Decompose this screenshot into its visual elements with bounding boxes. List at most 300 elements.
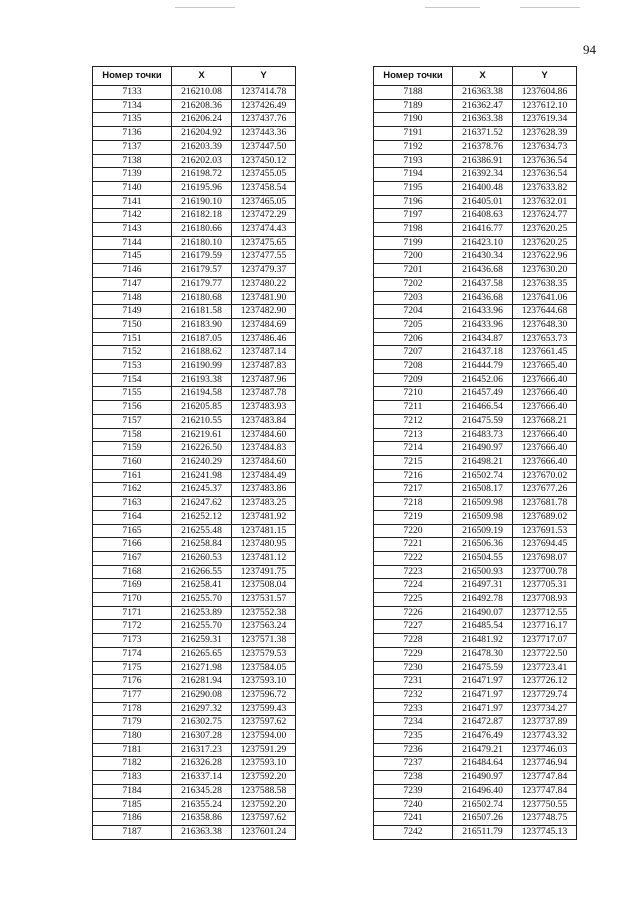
table-row: [93, 181, 296, 195]
table-row: [374, 428, 577, 442]
cell-x: 216258.41: [172, 579, 232, 593]
cell-x: 216183.90: [172, 318, 232, 332]
cell-x: 216363.38: [453, 86, 513, 100]
cell-point-number: 7222: [374, 551, 453, 565]
table-row: [93, 455, 296, 469]
cell-y: 1237661.45: [513, 346, 577, 360]
cell-y: 1237465.05: [232, 195, 296, 209]
cell-point-number: 7147: [93, 277, 172, 291]
cell-y: 1237480.95: [232, 538, 296, 552]
table-row: [374, 455, 577, 469]
cell-y: 1237636.54: [513, 154, 577, 168]
cell-point-number: 7144: [93, 236, 172, 250]
cell-x: 216466.54: [453, 401, 513, 415]
table-row: [374, 291, 577, 305]
cell-x: 216255.70: [172, 620, 232, 634]
table-row: [93, 332, 296, 346]
cell-point-number: 7241: [374, 812, 453, 826]
cell-y: 1237458.54: [232, 181, 296, 195]
cell-x: 216180.10: [172, 236, 232, 250]
cell-x: 216198.72: [172, 168, 232, 182]
cell-y: 1237666.40: [513, 387, 577, 401]
cell-y: 1237596.72: [232, 688, 296, 702]
table-row: [93, 442, 296, 456]
cell-y: 1237483.93: [232, 401, 296, 415]
cell-y: 1237712.55: [513, 606, 577, 620]
table-row: [93, 606, 296, 620]
cell-y: 1237483.84: [232, 414, 296, 428]
cell-y: 1237594.00: [232, 730, 296, 744]
table-row: [374, 538, 577, 552]
cell-y: 1237484.60: [232, 428, 296, 442]
cell-x: 216471.97: [453, 702, 513, 716]
cell-y: 1237414.78: [232, 86, 296, 100]
table-row: [374, 264, 577, 278]
table-row: [374, 620, 577, 634]
table-row: [374, 154, 577, 168]
cell-x: 216437.18: [453, 346, 513, 360]
cell-point-number: 7228: [374, 634, 453, 648]
cell-point-number: 7161: [93, 469, 172, 483]
table-row: [93, 730, 296, 744]
table-header-row: [93, 67, 296, 86]
cell-point-number: 7205: [374, 318, 453, 332]
table-row: [374, 757, 577, 771]
cell-x: 216497.31: [453, 579, 513, 593]
cell-x: 216472.87: [453, 716, 513, 730]
table-row: [93, 127, 296, 141]
cell-y: 1237666.40: [513, 455, 577, 469]
table-row: [374, 688, 577, 702]
table-row: [93, 661, 296, 675]
cell-y: 1237665.40: [513, 360, 577, 374]
cell-point-number: 7173: [93, 634, 172, 648]
column-header-x: X: [172, 67, 232, 86]
table-row: [93, 373, 296, 387]
cell-x: 216496.40: [453, 784, 513, 798]
cell-point-number: 7223: [374, 565, 453, 579]
cell-y: 1237634.73: [513, 140, 577, 154]
cell-point-number: 7217: [374, 483, 453, 497]
cell-y: 1237474.43: [232, 223, 296, 237]
table-row: [374, 318, 577, 332]
table-row: [93, 86, 296, 100]
cell-x: 216255.48: [172, 524, 232, 538]
cell-y: 1237487.96: [232, 373, 296, 387]
cell-point-number: 7225: [374, 593, 453, 607]
column-header-y: Y: [513, 67, 577, 86]
cell-x: 216252.12: [172, 510, 232, 524]
cell-x: 216241.98: [172, 469, 232, 483]
cell-point-number: 7215: [374, 455, 453, 469]
table-row: [374, 236, 577, 250]
cell-y: 1237531.57: [232, 593, 296, 607]
cell-point-number: 7176: [93, 675, 172, 689]
cell-point-number: 7145: [93, 250, 172, 264]
cell-point-number: 7197: [374, 209, 453, 223]
cell-point-number: 7142: [93, 209, 172, 223]
cell-x: 216302.75: [172, 716, 232, 730]
cell-x: 216247.62: [172, 497, 232, 511]
scan-artifact-line: [520, 7, 580, 8]
cell-point-number: 7210: [374, 387, 453, 401]
cell-point-number: 7179: [93, 716, 172, 730]
cell-y: 1237437.76: [232, 113, 296, 127]
cell-x: 216210.55: [172, 414, 232, 428]
cell-point-number: 7211: [374, 401, 453, 415]
cell-y: 1237747.84: [513, 771, 577, 785]
cell-point-number: 7181: [93, 743, 172, 757]
cell-point-number: 7139: [93, 168, 172, 182]
cell-y: 1237748.75: [513, 812, 577, 826]
cell-x: 216478.30: [453, 647, 513, 661]
cell-x: 216253.89: [172, 606, 232, 620]
table-row: [93, 593, 296, 607]
cell-x: 216444.79: [453, 360, 513, 374]
cell-y: 1237592.20: [232, 771, 296, 785]
cell-point-number: 7180: [93, 730, 172, 744]
cell-point-number: 7183: [93, 771, 172, 785]
cell-x: 216245.37: [172, 483, 232, 497]
table-row: [374, 360, 577, 374]
cell-y: 1237484.83: [232, 442, 296, 456]
cell-point-number: 7233: [374, 702, 453, 716]
cell-y: 1237597.62: [232, 716, 296, 730]
cell-point-number: 7171: [93, 606, 172, 620]
table-row: [93, 360, 296, 374]
table-row: [374, 497, 577, 511]
table-row: [93, 497, 296, 511]
cell-x: 216297.32: [172, 702, 232, 716]
cell-x: 216416.77: [453, 223, 513, 237]
cell-point-number: 7196: [374, 195, 453, 209]
table-row: [93, 401, 296, 415]
cell-point-number: 7199: [374, 236, 453, 250]
cell-y: 1237644.68: [513, 305, 577, 319]
cell-y: 1237612.10: [513, 99, 577, 113]
cell-x: 216475.59: [453, 661, 513, 675]
cell-y: 1237691.53: [513, 524, 577, 538]
page-number: 94: [583, 42, 596, 57]
cell-point-number: 7153: [93, 360, 172, 374]
table-row: [93, 524, 296, 538]
cell-x: 216471.97: [453, 675, 513, 689]
cell-y: 1237479.37: [232, 264, 296, 278]
cell-point-number: 7136: [93, 127, 172, 141]
cell-x: 216490.97: [453, 442, 513, 456]
cell-x: 216471.97: [453, 688, 513, 702]
table-row: [93, 538, 296, 552]
cell-y: 1237588.58: [232, 784, 296, 798]
cell-x: 216509.19: [453, 524, 513, 538]
cell-x: 216511.79: [453, 825, 513, 839]
column-header-point-number: Номер точки: [93, 67, 172, 86]
cell-x: 216504.55: [453, 551, 513, 565]
cell-y: 1237734.27: [513, 702, 577, 716]
cell-point-number: 7154: [93, 373, 172, 387]
cell-point-number: 7239: [374, 784, 453, 798]
cell-y: 1237746.03: [513, 743, 577, 757]
cell-point-number: 7192: [374, 140, 453, 154]
table-row: [374, 825, 577, 839]
cell-point-number: 7149: [93, 305, 172, 319]
cell-point-number: 7140: [93, 181, 172, 195]
cell-x: 216498.21: [453, 455, 513, 469]
cell-point-number: 7190: [374, 113, 453, 127]
cell-y: 1237508.04: [232, 579, 296, 593]
cell-point-number: 7238: [374, 771, 453, 785]
cell-point-number: 7162: [93, 483, 172, 497]
cell-point-number: 7167: [93, 551, 172, 565]
cell-point-number: 7152: [93, 346, 172, 360]
cell-y: 1237624.77: [513, 209, 577, 223]
cell-x: 216436.68: [453, 291, 513, 305]
cell-point-number: 7178: [93, 702, 172, 716]
cell-point-number: 7206: [374, 332, 453, 346]
table-row: [374, 140, 577, 154]
cell-y: 1237487.83: [232, 360, 296, 374]
table-row: [374, 223, 577, 237]
cell-x: 216179.59: [172, 250, 232, 264]
cell-y: 1237592.20: [232, 798, 296, 812]
cell-x: 216195.96: [172, 181, 232, 195]
cell-x: 216281.94: [172, 675, 232, 689]
cell-point-number: 7198: [374, 223, 453, 237]
cell-x: 216492.78: [453, 593, 513, 607]
cell-point-number: 7209: [374, 373, 453, 387]
cell-point-number: 7194: [374, 168, 453, 182]
table-row: [374, 771, 577, 785]
cell-point-number: 7141: [93, 195, 172, 209]
table-row: [374, 414, 577, 428]
cell-x: 216436.68: [453, 264, 513, 278]
table-row: [374, 784, 577, 798]
cell-y: 1237698.07: [513, 551, 577, 565]
cell-point-number: 7174: [93, 647, 172, 661]
cell-y: 1237666.40: [513, 401, 577, 415]
cell-point-number: 7186: [93, 812, 172, 826]
table-row: [374, 483, 577, 497]
cell-point-number: 7148: [93, 291, 172, 305]
table-row: [374, 716, 577, 730]
cell-point-number: 7189: [374, 99, 453, 113]
cell-x: 216206.24: [172, 113, 232, 127]
cell-y: 1237632.01: [513, 195, 577, 209]
cell-y: 1237563.24: [232, 620, 296, 634]
cell-x: 216187.05: [172, 332, 232, 346]
cell-y: 1237472.29: [232, 209, 296, 223]
cell-y: 1237599.43: [232, 702, 296, 716]
cell-point-number: 7213: [374, 428, 453, 442]
cell-y: 1237638.35: [513, 277, 577, 291]
table-row: [374, 209, 577, 223]
cell-point-number: 7229: [374, 647, 453, 661]
cell-point-number: 7191: [374, 127, 453, 141]
table-row: [93, 647, 296, 661]
table-row: [93, 716, 296, 730]
cell-y: 1237601.24: [232, 825, 296, 839]
table-row: [374, 743, 577, 757]
cell-x: 216307.28: [172, 730, 232, 744]
cell-y: 1237668.21: [513, 414, 577, 428]
table-row: [93, 757, 296, 771]
cell-x: 216190.10: [172, 195, 232, 209]
cell-y: 1237705.31: [513, 579, 577, 593]
cell-y: 1237593.10: [232, 675, 296, 689]
cell-y: 1237750.55: [513, 798, 577, 812]
cell-x: 216437.58: [453, 277, 513, 291]
cell-x: 216182.18: [172, 209, 232, 223]
cell-point-number: 7159: [93, 442, 172, 456]
cell-point-number: 7160: [93, 455, 172, 469]
table-row: [93, 702, 296, 716]
cell-x: 216485.54: [453, 620, 513, 634]
cell-y: 1237481.92: [232, 510, 296, 524]
cell-point-number: 7172: [93, 620, 172, 634]
cell-x: 216483.73: [453, 428, 513, 442]
cell-point-number: 7175: [93, 661, 172, 675]
cell-x: 216371.52: [453, 127, 513, 141]
table-row: [93, 305, 296, 319]
cell-point-number: 7216: [374, 469, 453, 483]
cell-x: 216506.36: [453, 538, 513, 552]
cell-x: 216326.28: [172, 757, 232, 771]
cell-x: 216392.34: [453, 168, 513, 182]
cell-y: 1237475.65: [232, 236, 296, 250]
table-row: [374, 99, 577, 113]
cell-x: 216193.38: [172, 373, 232, 387]
cell-point-number: 7221: [374, 538, 453, 552]
cell-y: 1237571.38: [232, 634, 296, 648]
cell-y: 1237477.55: [232, 250, 296, 264]
table-row: [93, 387, 296, 401]
cell-point-number: 7169: [93, 579, 172, 593]
table-row: [93, 346, 296, 360]
cell-point-number: 7193: [374, 154, 453, 168]
cell-point-number: 7234: [374, 716, 453, 730]
cell-x: 216363.38: [453, 113, 513, 127]
cell-y: 1237708.93: [513, 593, 577, 607]
cell-x: 216508.17: [453, 483, 513, 497]
cell-point-number: 7235: [374, 730, 453, 744]
cell-point-number: 7204: [374, 305, 453, 319]
table-row: [374, 305, 577, 319]
cell-x: 216457.49: [453, 387, 513, 401]
cell-point-number: 7219: [374, 510, 453, 524]
cell-point-number: 7226: [374, 606, 453, 620]
table-header-row: [374, 67, 577, 86]
cell-point-number: 7151: [93, 332, 172, 346]
column-header-x: X: [453, 67, 513, 86]
cell-y: 1237716.17: [513, 620, 577, 634]
cell-y: 1237746.94: [513, 757, 577, 771]
cell-y: 1237619.34: [513, 113, 577, 127]
table-row: [93, 743, 296, 757]
table-row: [93, 113, 296, 127]
cell-point-number: 7146: [93, 264, 172, 278]
cell-point-number: 7163: [93, 497, 172, 511]
table-row: [93, 236, 296, 250]
table-row: [374, 565, 577, 579]
table-row: [93, 620, 296, 634]
table-row: [93, 318, 296, 332]
cell-x: 216258.84: [172, 538, 232, 552]
cell-point-number: 7185: [93, 798, 172, 812]
cell-x: 216194.58: [172, 387, 232, 401]
table-row: [93, 250, 296, 264]
table-row: [93, 414, 296, 428]
cell-y: 1237681.78: [513, 497, 577, 511]
table-row: [93, 195, 296, 209]
cell-point-number: 7201: [374, 264, 453, 278]
cell-point-number: 7220: [374, 524, 453, 538]
cell-x: 216337.14: [172, 771, 232, 785]
cell-y: 1237666.40: [513, 442, 577, 456]
cell-point-number: 7164: [93, 510, 172, 524]
cell-point-number: 7182: [93, 757, 172, 771]
cell-x: 216180.68: [172, 291, 232, 305]
cell-x: 216259.31: [172, 634, 232, 648]
cell-y: 1237552.38: [232, 606, 296, 620]
cell-x: 216180.66: [172, 223, 232, 237]
cell-y: 1237648.30: [513, 318, 577, 332]
cell-x: 216481.92: [453, 634, 513, 648]
cell-x: 216408.63: [453, 209, 513, 223]
cell-y: 1237670.02: [513, 469, 577, 483]
table-row: [374, 812, 577, 826]
cell-x: 216255.70: [172, 593, 232, 607]
cell-point-number: 7230: [374, 661, 453, 675]
cell-point-number: 7170: [93, 593, 172, 607]
cell-x: 216355.24: [172, 798, 232, 812]
cell-point-number: 7138: [93, 154, 172, 168]
cell-x: 216205.85: [172, 401, 232, 415]
cell-y: 1237745.13: [513, 825, 577, 839]
cell-y: 1237491.75: [232, 565, 296, 579]
table-row: [374, 606, 577, 620]
table-row: [374, 661, 577, 675]
table-row: [93, 675, 296, 689]
cell-point-number: 7156: [93, 401, 172, 415]
table-row: [374, 524, 577, 538]
cell-point-number: 7208: [374, 360, 453, 374]
cell-point-number: 7166: [93, 538, 172, 552]
table-row: [93, 565, 296, 579]
cell-y: 1237694.45: [513, 538, 577, 552]
cell-y: 1237483.86: [232, 483, 296, 497]
cell-point-number: 7237: [374, 757, 453, 771]
cell-y: 1237584.05: [232, 661, 296, 675]
table-row: [374, 551, 577, 565]
cell-y: 1237622.96: [513, 250, 577, 264]
table-row: [374, 730, 577, 744]
cell-point-number: 7214: [374, 442, 453, 456]
cell-y: 1237579.53: [232, 647, 296, 661]
cell-y: 1237591.29: [232, 743, 296, 757]
table-row: [374, 346, 577, 360]
table-row: [93, 812, 296, 826]
cell-x: 216358.86: [172, 812, 232, 826]
cell-y: 1237481.15: [232, 524, 296, 538]
cell-y: 1237743.32: [513, 730, 577, 744]
cell-x: 216434.87: [453, 332, 513, 346]
cell-point-number: 7242: [374, 825, 453, 839]
cell-y: 1237482.90: [232, 305, 296, 319]
cell-y: 1237484.60: [232, 455, 296, 469]
cell-x: 216405.01: [453, 195, 513, 209]
cell-x: 216490.97: [453, 771, 513, 785]
cell-point-number: 7203: [374, 291, 453, 305]
